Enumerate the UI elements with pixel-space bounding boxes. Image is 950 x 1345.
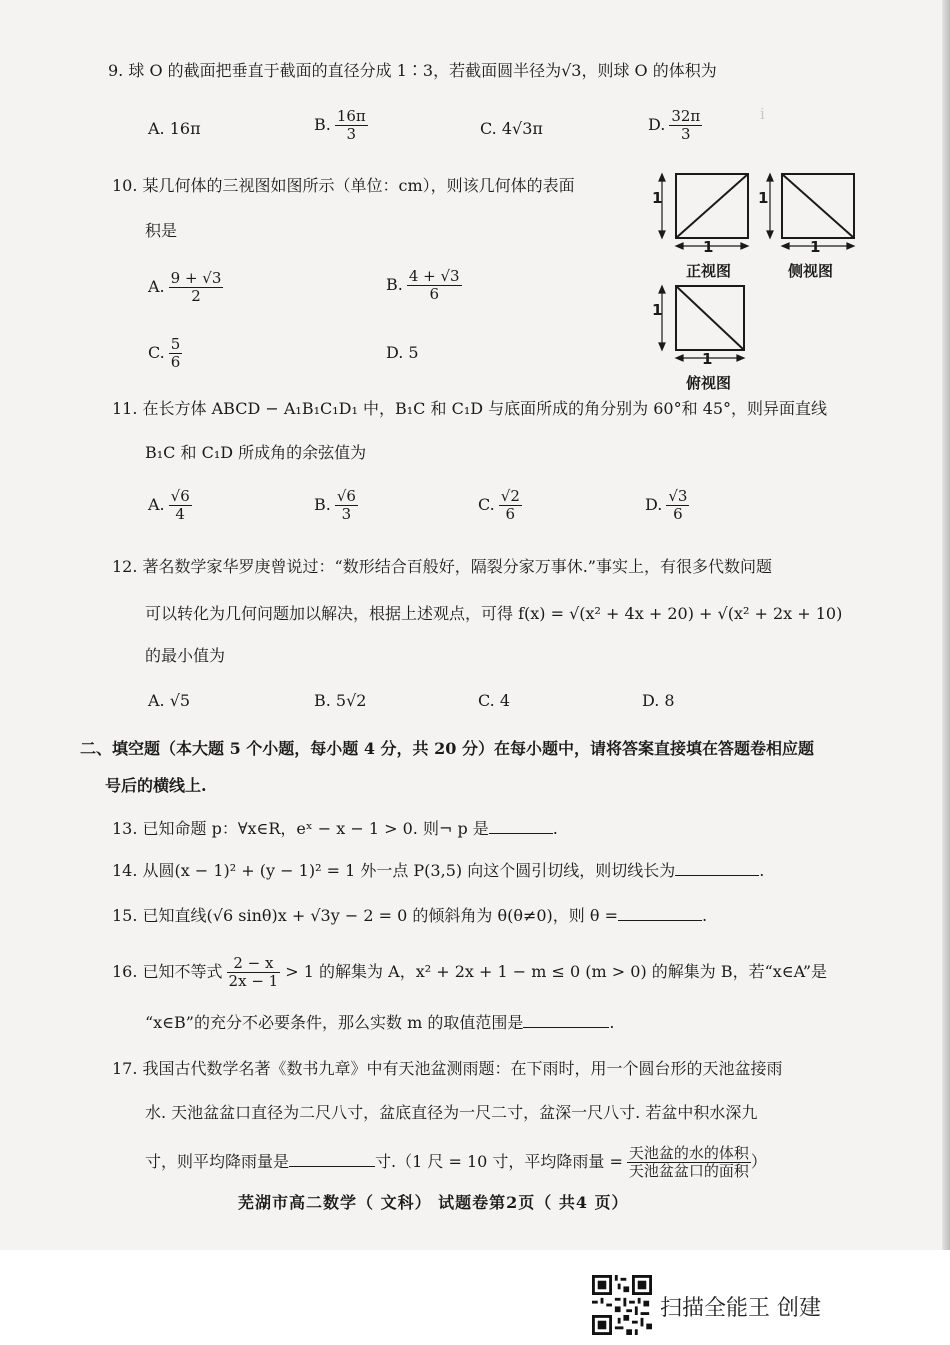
q10-option-a-label: A. <box>148 277 165 296</box>
q9-option-a: A. 16π <box>148 119 201 138</box>
fraction-denominator: 天池盆盆口的面积 <box>628 1162 749 1180</box>
q11-option-d-fraction <box>666 488 689 523</box>
section-2-heading-line2: 号后的横线上. <box>105 776 207 795</box>
section-2-heading: 二、填空题（本大题 5 个小题，每小题 4 分，共 20 分）在每小题中，请将答案直接填在答题卷相应题 <box>80 739 814 758</box>
q16-answer-blank <box>523 1013 609 1028</box>
q11-option-d-label: D. <box>645 495 663 514</box>
q10-option-a-fraction <box>169 270 224 305</box>
q16-line2 <box>145 1012 614 1034</box>
q17-close-paren: ） <box>750 1152 767 1171</box>
fraction-denominator: 6 <box>505 505 516 523</box>
fraction-numerator: 2 − x <box>227 955 281 973</box>
q11-option-b <box>314 488 358 523</box>
q14-stem: 14. 从圆(x − 1)² + (y − 1)² = 1 外一点 P(3,5) 向这个圆引切线，则切线长为 <box>112 861 676 880</box>
fraction-denominator: 3 <box>341 505 352 523</box>
side-width-dim: 1 <box>810 238 821 256</box>
side-view-label: 侧视图 <box>788 262 834 280</box>
q11-option-b-fraction <box>335 488 358 523</box>
q16-fraction <box>227 955 281 990</box>
q10-option-b-fraction <box>407 268 462 303</box>
top-view-diagonal <box>676 286 744 350</box>
q10-stem-line2: 积是 <box>145 221 178 240</box>
fraction-denominator: 2x − 1 <box>228 972 279 990</box>
q10-option-b <box>386 268 462 303</box>
q11-option-a <box>148 488 192 523</box>
q17-line3-mid: 寸.（1 尺 = 10 寸，平均降雨量 = <box>375 1152 623 1171</box>
top-width-dim: 1 <box>702 350 713 368</box>
top-view-label: 俯视图 <box>686 374 732 392</box>
q12-stem-line3: 的最小值为 <box>145 646 226 665</box>
fraction-denominator: 3 <box>346 125 357 143</box>
q10-option-c-fraction <box>169 336 183 371</box>
q16-line1 <box>112 955 827 990</box>
q9-option-d <box>648 108 702 143</box>
q16-lead: 16. 已知不等式 <box>112 962 223 981</box>
fraction-denominator: 6 <box>673 505 683 523</box>
q11-option-c <box>478 488 522 523</box>
fraction-denominator: 4 <box>175 505 185 523</box>
fraction-numerator: √6 <box>336 487 356 505</box>
front-height-dim: 1 <box>652 189 663 207</box>
bleed-through: ⅰ <box>760 105 765 123</box>
q11-stem-line1: 11. 在长方体 ABCD − A₁B₁C₁D₁ 中，B₁C 和 C₁D 与底面所成的角分别为 60°和 45°，则异面直线 <box>112 399 828 418</box>
fraction-numerator: √2 <box>500 487 520 505</box>
q9-option-d-fraction <box>669 108 702 143</box>
q11-stem-line2: B₁C 和 C₁D 所成角的余弦值为 <box>145 443 367 462</box>
q16-period: . <box>609 1013 615 1032</box>
q11-option-a-label: A. <box>148 495 165 514</box>
q17-line2: 水. 天池盆盆口直径为二尺八寸，盆底直径为一尺二寸，盆深一尺八寸. 若盆中积水深九 <box>145 1103 758 1122</box>
q12-stem-line1: 12. 著名数学家华罗庚曾说过：“数形结合百般好，隔裂分家万事休.”事实上，有很多代数问题 <box>112 557 772 576</box>
q15-period: . <box>702 906 708 925</box>
fraction-numerator: √6 <box>170 487 190 505</box>
q14-period: . <box>759 861 765 880</box>
q10-option-c-label: C. <box>148 343 165 362</box>
q12-option-b: B. 5√2 <box>314 691 367 710</box>
fraction-numerator: √3 <box>668 487 688 505</box>
fraction-numerator: 16π <box>336 107 366 125</box>
top-height-dim: 1 <box>652 301 663 319</box>
side-view-diagonal <box>782 174 854 238</box>
q13 <box>112 818 558 840</box>
q17-line3 <box>145 1145 767 1180</box>
q13-stem: 13. 已知命题 p：∀x∈R，eˣ − x − 1 > 0. 则¬ p 是 <box>112 819 489 838</box>
q11-option-b-label: B. <box>314 495 331 514</box>
front-view-diagonal <box>676 174 748 238</box>
q17-answer-blank <box>289 1152 375 1167</box>
fraction-denominator: 6 <box>170 353 181 371</box>
q15-stem: 15. 已知直线(√6 sinθ)x + √3y − 2 = 0 的倾斜角为 θ(θ≠0)，则 θ = <box>112 906 618 925</box>
q13-answer-blank <box>489 819 553 834</box>
q17-line3-stem: 寸，则平均降雨量是 <box>145 1152 290 1171</box>
fraction-numerator: 4 + √3 <box>408 267 460 285</box>
scanner-watermark: 扫描全能王 创建 <box>660 1296 821 1321</box>
q15-answer-blank <box>618 906 702 921</box>
side-height-dim: 1 <box>758 189 769 207</box>
q12-stem-line2: 可以转化为几何问题加以解决，根据上述观点，可得 f(x) = √(x² + 4x + 20) + √(x² + 2x + 10) <box>145 604 843 623</box>
q14 <box>112 860 764 882</box>
q9-option-d-label: D. <box>648 115 666 134</box>
q9-option-c: C. 4√3π <box>480 119 543 138</box>
page-edge-shadow <box>942 0 950 1250</box>
q11-option-c-fraction <box>499 488 522 523</box>
page-footer: 芜湖市高二数学（ 文科） 试题卷第2页（ 共4 页） <box>238 1193 629 1212</box>
fraction-numerator: 天池盆的水的体积 <box>628 1144 749 1162</box>
q12-option-c: C. 4 <box>478 691 511 710</box>
q11-option-c-label: C. <box>478 495 495 514</box>
q10-option-b-label: B. <box>386 275 403 294</box>
fraction-denominator: 6 <box>429 285 439 303</box>
q10-option-a <box>148 270 223 305</box>
q9-stem: 9. 球 O 的截面把垂直于截面的直径分成 1∶3，若截面圆半径为√3，则球 O 的体积为 <box>108 61 717 80</box>
q11-option-a-fraction <box>169 488 192 523</box>
fraction-numerator: 5 <box>170 335 181 353</box>
q10-stem-line1: 10. 某几何体的三视图如图所示（单位：cm），则该几何体的表面 <box>112 176 575 195</box>
q15 <box>112 905 707 927</box>
fraction-numerator: 9 + √3 <box>170 269 222 287</box>
q9-option-b <box>314 108 368 143</box>
q10-option-c <box>148 336 182 371</box>
q17-formula-fraction <box>627 1145 751 1180</box>
q12-option-d: D. 8 <box>642 691 675 710</box>
q13-period: . <box>552 819 558 838</box>
q10-option-d: D. 5 <box>386 343 419 362</box>
q16-line2-stem: “x∈B”的充分不必要条件，那么实数 m 的取值范围是 <box>145 1013 524 1032</box>
q14-answer-blank <box>675 861 759 876</box>
qr-code-icon <box>592 1275 652 1335</box>
q17-line1: 17. 我国古代数学名著《数书九章》中有天池盆测雨题：在下雨时，用一个圆台形的天池盆接雨 <box>112 1059 783 1078</box>
fraction-denominator: 3 <box>681 125 691 143</box>
q12-option-a: A. √5 <box>148 691 191 710</box>
fraction-denominator: 2 <box>191 287 201 305</box>
q16-rest: > 1 的解集为 A，x² + 2x + 1 − m ≤ 0 (m > 0) 的解集为 B，若“x∈A”是 <box>285 962 828 981</box>
front-width-dim: 1 <box>703 238 714 256</box>
q9-option-b-fraction <box>335 108 368 143</box>
fraction-numerator: 32π <box>671 107 701 125</box>
front-view-label: 正视图 <box>686 262 732 280</box>
q9-option-b-label: B. <box>314 115 331 134</box>
q11-option-d <box>645 488 689 523</box>
